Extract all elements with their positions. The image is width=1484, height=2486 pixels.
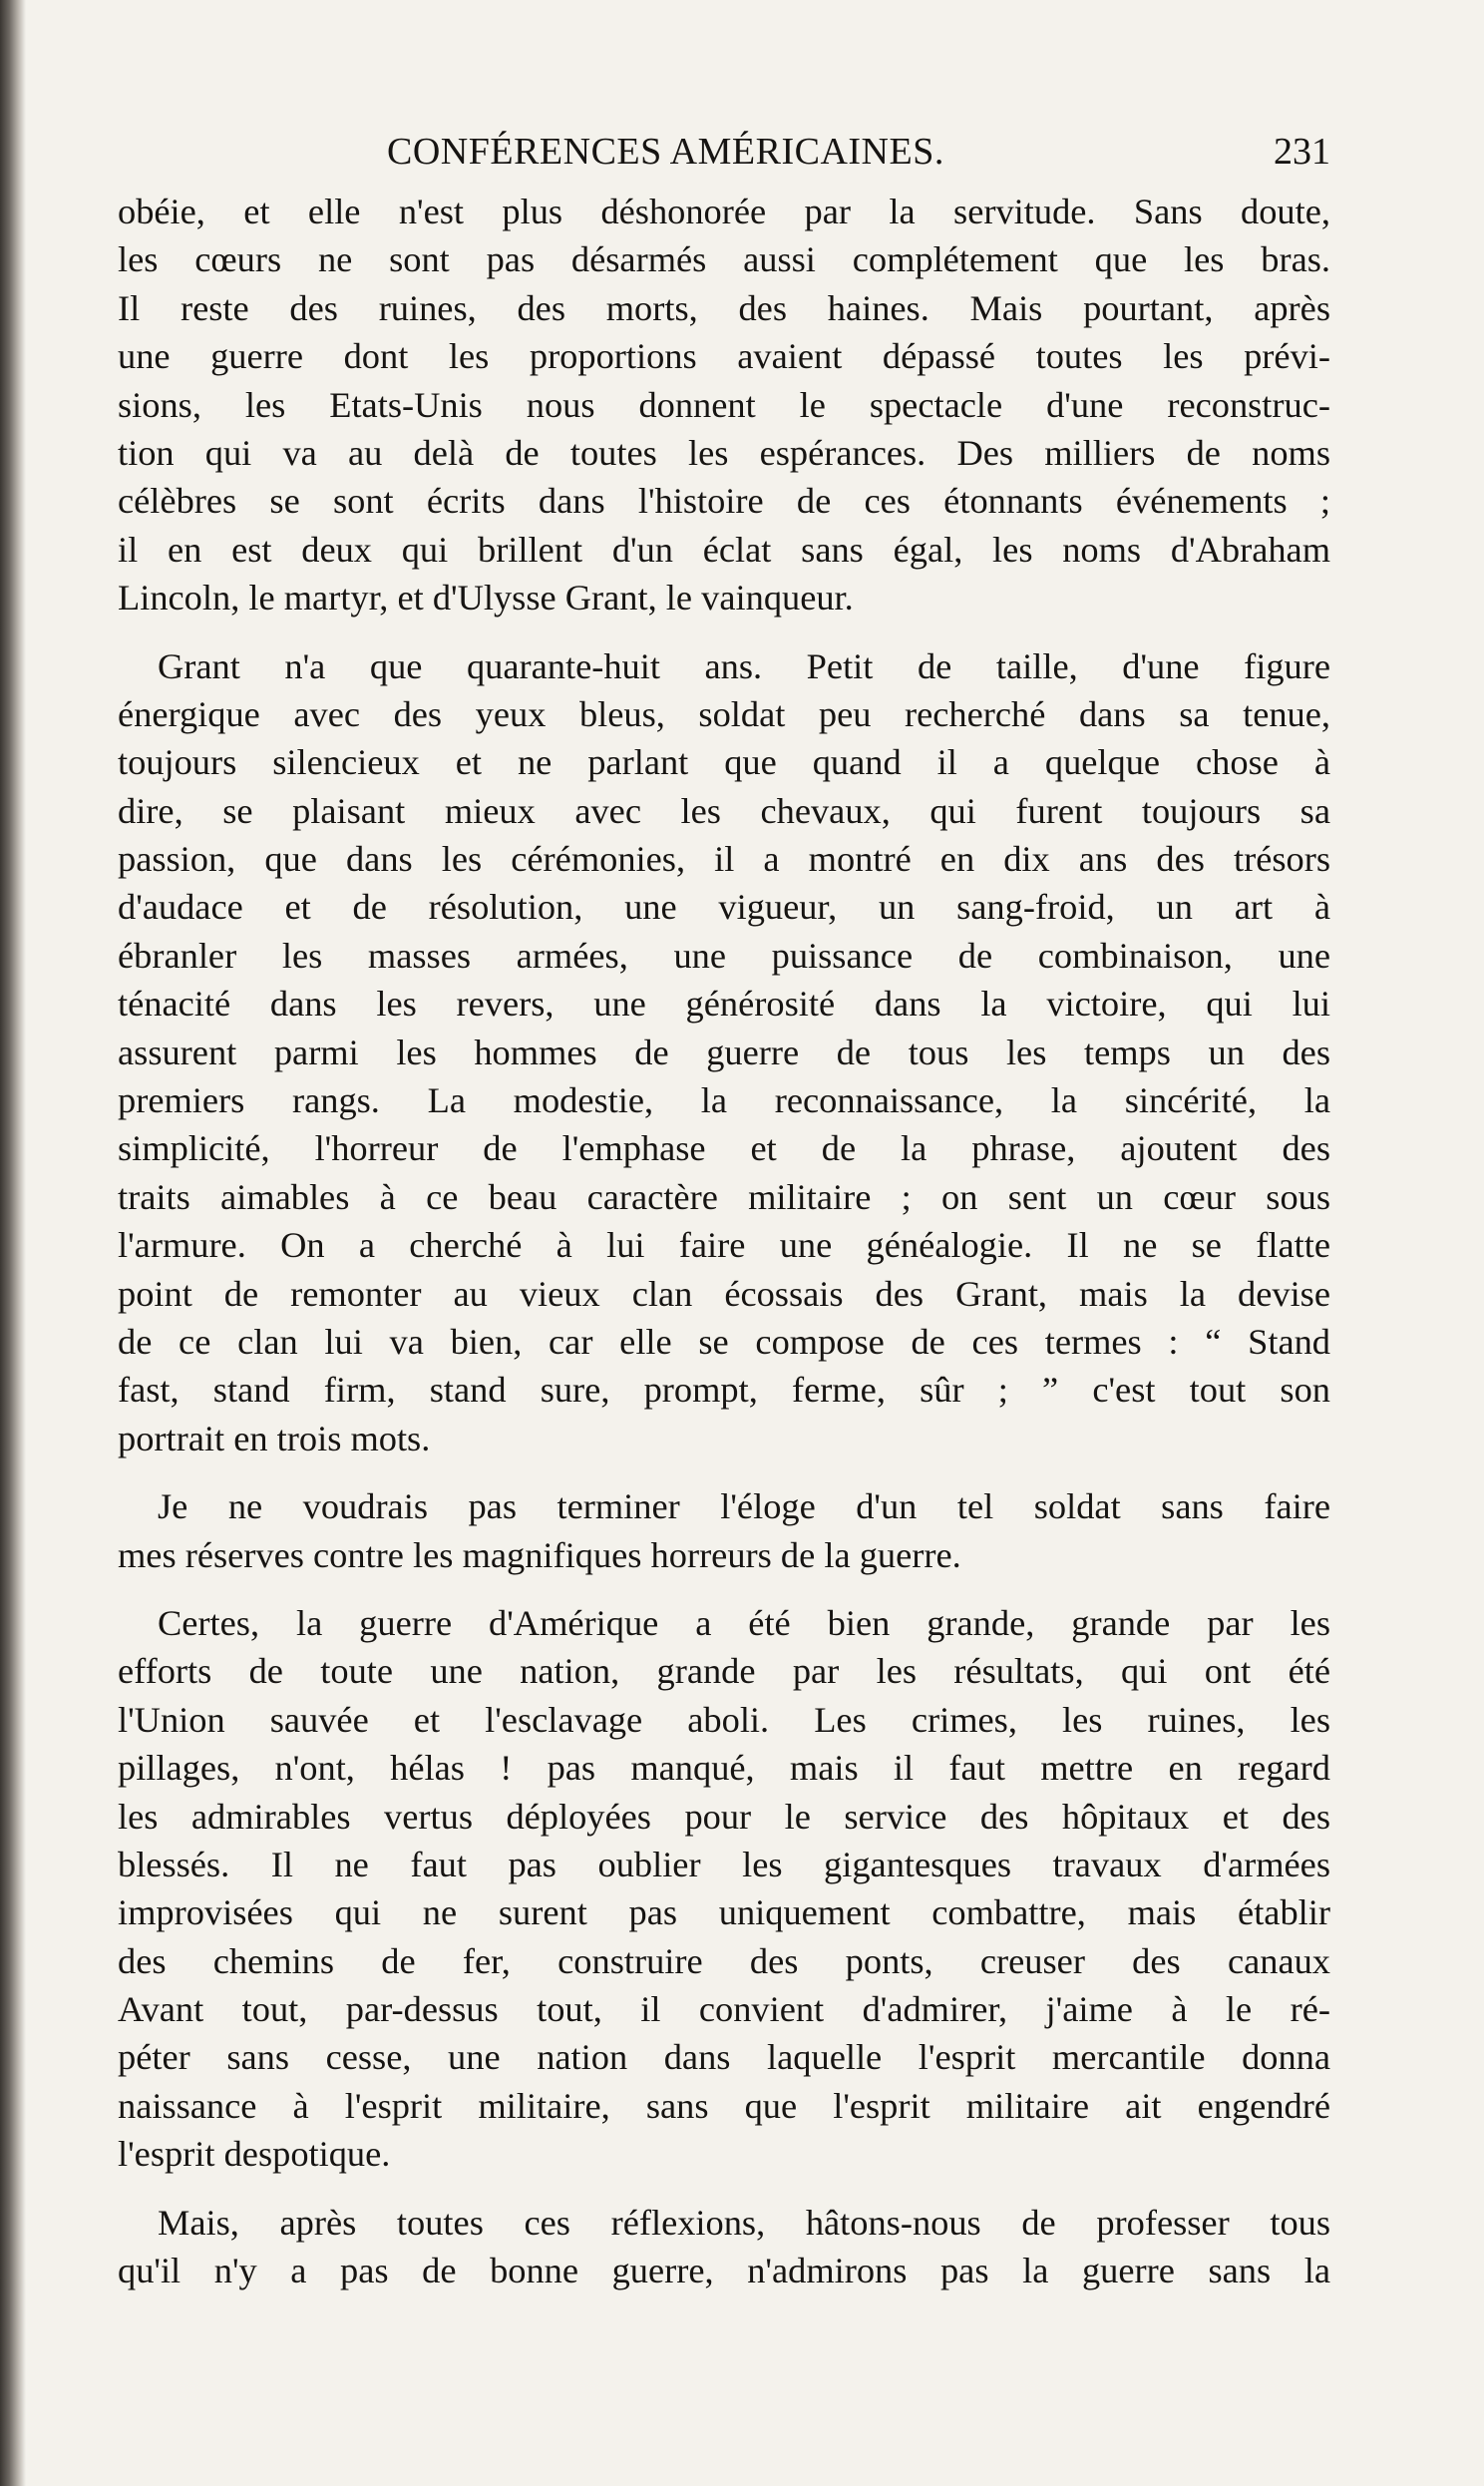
text-line: dire, se plaisant mieux avec les chevaux, qui furent toujours sa (118, 790, 1330, 831)
text-line: pillages, n'ont, hélas ! pas manqué, mais il faut mettre en regard (118, 1748, 1330, 1789)
text-line: point de remonter au vieux clan écossais des Grant, mais la devise (118, 1273, 1330, 1314)
text-line: mes réserves contre les magnifiques horreurs de la guerre. (118, 1534, 961, 1575)
text-line: il en est deux qui brillent d'un éclat sans égal, les noms d'Abraham (118, 529, 1330, 570)
text-line: efforts de toute une nation, grande par les résultats, qui ont été (118, 1651, 1330, 1692)
text-line: Avant tout, par-dessus tout, il convient d'admirer, j'aime à le ré- (118, 1989, 1330, 2030)
text-line: obéie, et elle n'est plus déshonorée par la servitude. Sans doute, (118, 192, 1330, 231)
text-line: ébranler les masses armées, une puissance de combinaison, une (118, 935, 1330, 976)
paragraph-3 (118, 1482, 1330, 1579)
text-line: Grant n'a que quarante-huit ans. Petit de taille, d'une figure (158, 645, 1330, 686)
text-line: assurent parmi les hommes de guerre de tous les temps un des (118, 1032, 1330, 1072)
text-line: ténacité dans les revers, une générosité dans la victoire, qui lui (118, 984, 1330, 1025)
text-line: simplicité, l'horreur de l'emphase et de la phrase, ajoutent des (118, 1128, 1330, 1169)
text-line: tion qui va au delà de toutes les espérances. Des milliers de noms (118, 432, 1330, 473)
text-line: Lincoln, le martyr, et d'Ulysse Grant, le vainqueur. (118, 578, 854, 619)
text-line: Mais, après toutes ces réflexions, hâtons-nous de professer tous (158, 2202, 1330, 2243)
text-line: fast, stand firm, stand sure, prompt, ferme, sûr ; ” c'est tout son (118, 1370, 1330, 1411)
body-text (118, 188, 1330, 2294)
text-line: péter sans cesse, une nation dans laquelle l'esprit mercantile donna (118, 2037, 1330, 2078)
text-line: naissance à l'esprit militaire, sans que l'esprit militaire ait engendré (118, 2085, 1330, 2126)
paragraph-2 (118, 642, 1330, 1463)
book-page (118, 126, 1330, 2420)
running-title: CONFÉRENCES AMÉRICAINES. (387, 131, 944, 173)
text-line: Certes, la guerre d'Amérique a été bien grande, grande par les (158, 1602, 1330, 1643)
text-line: traits aimables à ce beau caractère militaire ; on sent un cœur sous (118, 1176, 1330, 1217)
binding-edge (0, 0, 26, 2486)
text-line: les admirables vertus déployées pour le service des hôpitaux et des (118, 1796, 1330, 1837)
paragraph-5 (118, 2199, 1330, 2295)
text-line: sions, les Etats-Unis nous donnent le spectacle d'une reconstruc- (118, 384, 1330, 425)
text-line: l'Union sauvée et l'esclavage aboli. Les crimes, les ruines, les (118, 1699, 1330, 1740)
text-line: d'audace et de résolution, une vigueur, un sang-froid, un art à (118, 887, 1330, 928)
paragraph-1 (118, 188, 1330, 622)
text-line: les cœurs ne sont pas désarmés aussi complétement que les bras. (118, 239, 1330, 280)
text-line: énergique avec des yeux bleus, soldat peu recherché dans sa tenue, (118, 693, 1330, 734)
text-line: célèbres se sont écrits dans l'histoire de ces étonnants événements ; (118, 481, 1330, 522)
text-line: de ce clan lui va bien, car elle se compose de ces termes : “ Stand (118, 1321, 1330, 1362)
paragraph-4 (118, 1599, 1330, 2179)
text-line: improvisées qui ne surent pas uniquement combattre, mais établir (118, 1892, 1330, 1933)
running-head (118, 126, 1330, 188)
text-line: premiers rangs. La modestie, la reconnaissance, la sincérité, la (118, 1080, 1330, 1121)
text-line: passion, que dans les cérémonies, il a montré en dix ans des trésors (118, 839, 1330, 880)
text-line: blessés. Il ne faut pas oublier les gigantesques travaux d'armées (118, 1844, 1330, 1884)
text-line: Il reste des ruines, des morts, des haines. Mais pourtant, après (118, 287, 1330, 328)
text-line: qu'il n'y a pas de bonne guerre, n'admirons pas la guerre sans la (118, 2251, 1330, 2291)
text-line: toujours silencieux et ne parlant que quand il a quelque chose à (118, 742, 1330, 783)
page-number: 231 (1274, 131, 1330, 173)
text-line: une guerre dont les proportions avaient dépassé toutes les prévi- (118, 336, 1330, 377)
text-line: l'esprit despotique. (118, 2134, 391, 2175)
text-line: Je ne voudrais pas terminer l'éloge d'un tel soldat sans faire (158, 1486, 1330, 1527)
text-line: l'armure. On a cherché à lui faire une généalogie. Il ne se flatte (118, 1225, 1330, 1266)
text-line: des chemins de fer, construire des ponts, creuser des canaux (118, 1940, 1330, 1981)
text-line: portrait en trois mots. (118, 1418, 431, 1458)
